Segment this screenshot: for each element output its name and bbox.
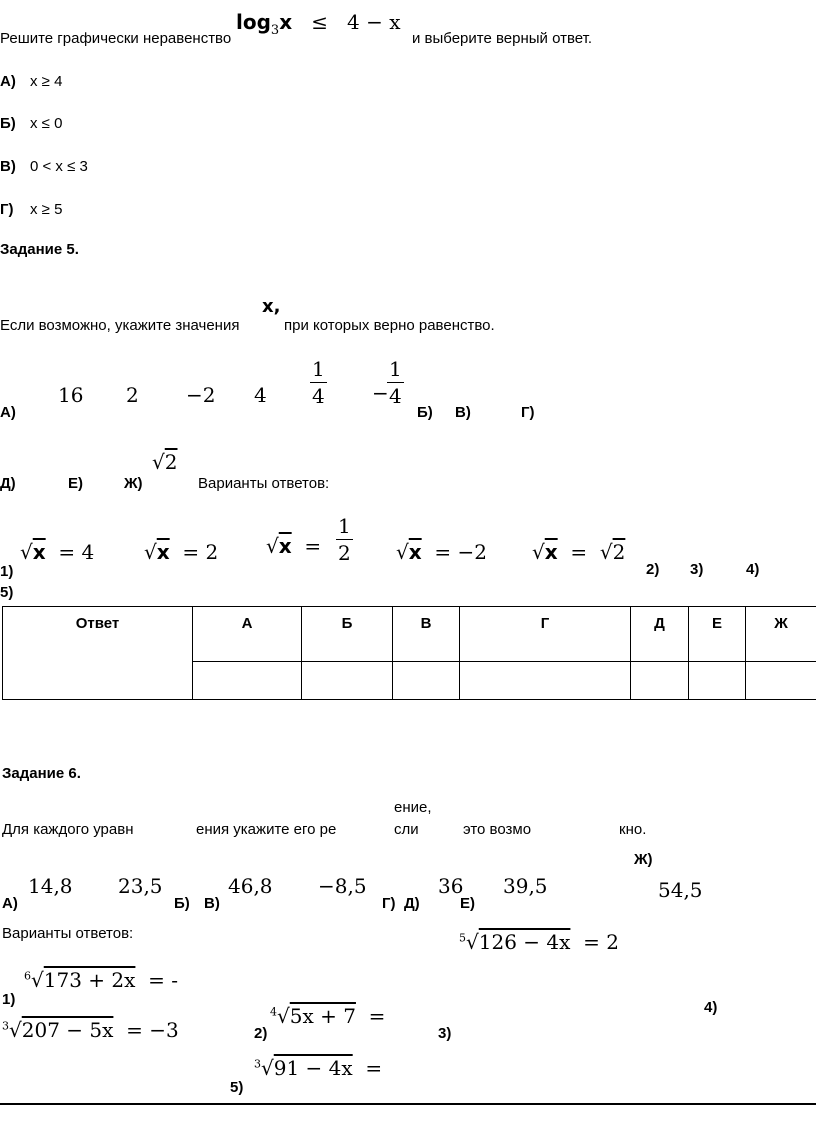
equation-rhs: = −3 — [126, 1018, 179, 1042]
fraction-numerator: 1 — [389, 357, 402, 381]
task4-option-label-g: Г) — [0, 201, 14, 218]
task6-title: Задание 6. — [2, 765, 81, 782]
task6-value-4: −8,5 — [318, 874, 367, 898]
task6-value-3: 46,8 — [228, 874, 273, 898]
task4-option-text-v: 0 < x ≤ 3 — [30, 158, 88, 175]
sqrt-radicand: x — [544, 540, 558, 564]
task5-prompt-before: Если возможно, укажите значения — [0, 317, 240, 334]
answer-header-b: Б — [302, 607, 393, 662]
task6-fragment-4: это возмо — [463, 821, 532, 838]
sqrt-radicand: x — [278, 534, 292, 558]
fraction-numerator: 1 — [312, 357, 325, 381]
task5-number-1: 1) — [0, 563, 14, 580]
task6-letter-v: В) — [204, 895, 220, 912]
sqrt-radicand: x — [32, 540, 46, 564]
answer-header-zh: Ж — [746, 607, 816, 662]
inequality-variable: x — [279, 10, 293, 34]
log-base: 3 — [270, 23, 280, 38]
equation-rhs: = - — [148, 968, 178, 992]
task5-value-b: 2 — [126, 383, 139, 407]
task5-number-4: 4) — [746, 561, 760, 578]
task5-letter-zh: Ж) — [124, 475, 143, 492]
task4-option-text-a: x ≥ 4 — [30, 73, 63, 90]
task6-number-1: 1) — [2, 991, 16, 1008]
task4-option-label-a: А) — [0, 73, 16, 90]
task4-inequality — [236, 12, 401, 37]
task6-fragment-2: ения укажите его ре — [196, 821, 337, 838]
task5-letter-b: Б) — [417, 404, 433, 421]
equation-rhs: = 2 — [583, 930, 619, 954]
task5-variants-label: Варианты ответов: — [198, 475, 330, 492]
task5-value-a: 16 — [58, 383, 84, 407]
answer-header-a: А — [193, 607, 302, 662]
task4-option-text-g: x ≥ 5 — [30, 201, 63, 218]
sqrt-radicand: 2 — [612, 540, 626, 564]
root-radicand: 5x + 7 — [289, 1004, 356, 1028]
task5-equation-2: √x = 2 — [144, 540, 219, 564]
task5-letter-g: Г) — [521, 404, 535, 421]
answer-header-g: Г — [460, 607, 631, 662]
task6-value-5: 36 — [438, 874, 464, 898]
task6-equation-4: $^5$√126 − 4x = 2 — [459, 930, 619, 954]
task5-value-e-sign: − — [372, 381, 389, 405]
task6-equation-3: $^3$√207 − 5x = −3 — [2, 1018, 179, 1042]
task6-fragment-5: кно. — [619, 821, 647, 838]
task5-letter-e: Е) — [68, 475, 83, 492]
task6-letter-zh: Ж) — [634, 851, 653, 868]
task4-prompt-after: и выберите верный ответ. — [412, 30, 592, 47]
task6-equation-1: $^6$√173 + 2x = - — [24, 968, 178, 992]
task5-sqrt-value: √2 — [152, 450, 178, 474]
log-symbol: log — [236, 10, 271, 34]
answer-cell-v[interactable] — [393, 662, 460, 700]
task6-number-3: 3) — [438, 1025, 452, 1042]
task4-option-label-v: В) — [0, 158, 16, 175]
equation-rhs: = 2 — [182, 540, 219, 564]
inequality-relation: ≤ — [311, 10, 328, 34]
root-index: 6 — [24, 969, 31, 983]
task6-value-2: 23,5 — [118, 874, 163, 898]
task6-number-2: 2) — [254, 1025, 268, 1042]
equation-rhs: = 4 — [58, 540, 95, 564]
task6-value-1: 14,8 — [28, 874, 73, 898]
task4-prompt-before: Решите графически неравенство — [0, 30, 232, 47]
task4-option-label-b: Б) — [0, 115, 16, 132]
task5-title: Задание 5. — [0, 241, 79, 258]
task5-letter-d: Д) — [0, 475, 16, 492]
sqrt-radicand: x — [408, 540, 422, 564]
equation-rhs: = — [570, 540, 588, 564]
task5-value-d-fraction — [310, 359, 327, 406]
root-radicand: 91 − 4x — [273, 1056, 353, 1080]
task6-letter-e: Е) — [460, 895, 475, 912]
sqrt-radicand: 2 — [164, 450, 178, 474]
task5-value-g: 4 — [254, 383, 267, 407]
equation-rhs: = — [368, 1004, 386, 1028]
task6-value-6: 39,5 — [503, 874, 548, 898]
task5-prompt-var: x, — [262, 296, 281, 317]
bottom-rule — [0, 1103, 816, 1105]
answer-header-v: В — [393, 607, 460, 662]
task4-option-text-b: x ≤ 0 — [30, 115, 63, 132]
task6-number-4: 4) — [704, 999, 718, 1016]
task5-equation-3-fraction — [336, 516, 353, 563]
task6-fragment-top: ение, — [394, 799, 432, 816]
task6-letter-d: Д) — [404, 895, 420, 912]
task5-letter-v: В) — [455, 404, 471, 421]
sqrt-radicand: x — [156, 540, 170, 564]
equation-rhs: = — [365, 1056, 383, 1080]
task6-equation-5: $^3$√91 − 4x = — [254, 1056, 383, 1080]
task5-equation-4: √x = −2 — [396, 540, 487, 564]
task5-answer-table — [2, 606, 816, 700]
fraction-denominator: 2 — [338, 541, 351, 565]
task5-equation-1: √x = 4 — [20, 540, 95, 564]
task6-fragment-3: сли — [394, 821, 419, 838]
equation-rhs: = −2 — [434, 540, 487, 564]
inequality-rhs: 4 − x — [347, 10, 401, 34]
root-index: 5 — [459, 931, 466, 945]
task5-number-2: 2) — [646, 561, 660, 578]
root-radicand: 207 − 5x — [21, 1018, 114, 1042]
answer-cell-zh[interactable] — [746, 662, 816, 700]
answer-cell-d[interactable] — [631, 662, 689, 700]
task6-value-7: 54,5 — [658, 878, 703, 902]
task5-value-e-fraction — [387, 359, 404, 406]
answer-header-d: Д — [631, 607, 689, 662]
answer-cell-g[interactable] — [460, 662, 631, 700]
root-index: 4 — [270, 1005, 277, 1019]
answer-cell-e[interactable] — [689, 662, 746, 700]
task5-prompt-after: при которых верно равенство. — [284, 317, 495, 334]
answer-row-label: Ответ — [3, 607, 193, 700]
root-index: 3 — [254, 1057, 261, 1071]
root-radicand: 173 + 2x — [43, 968, 136, 992]
task5-letter-a: А) — [0, 404, 16, 421]
task5-number-5: 5) — [0, 584, 14, 601]
fraction-numerator: 1 — [338, 514, 351, 538]
task5-value-v: −2 — [186, 383, 216, 407]
task6-letter-b: Б) — [174, 895, 190, 912]
task6-variants-label: Варианты ответов: — [2, 925, 134, 942]
task5-equation-3: √x = — [266, 534, 322, 558]
answer-header-e: Е — [689, 607, 746, 662]
equation-rhs: = — [304, 534, 322, 558]
task5-equation-5: √x = √2 — [532, 540, 626, 564]
task6-number-5: 5) — [230, 1079, 244, 1096]
answer-cell-b[interactable] — [302, 662, 393, 700]
task6-letter-g: Г) — [382, 895, 396, 912]
task5-number-3: 3) — [690, 561, 704, 578]
answer-cell-a[interactable] — [193, 662, 302, 700]
root-index: 3 — [2, 1019, 9, 1033]
fraction-denominator: 4 — [389, 384, 402, 408]
task6-letter-a: А) — [2, 895, 18, 912]
task6-equation-2: $^4$√5x + 7 = — [270, 1004, 386, 1028]
root-radicand: 126 − 4x — [478, 930, 571, 954]
task6-fragment-1: Для каждого уравн — [2, 821, 134, 838]
fraction-denominator: 4 — [312, 384, 325, 408]
